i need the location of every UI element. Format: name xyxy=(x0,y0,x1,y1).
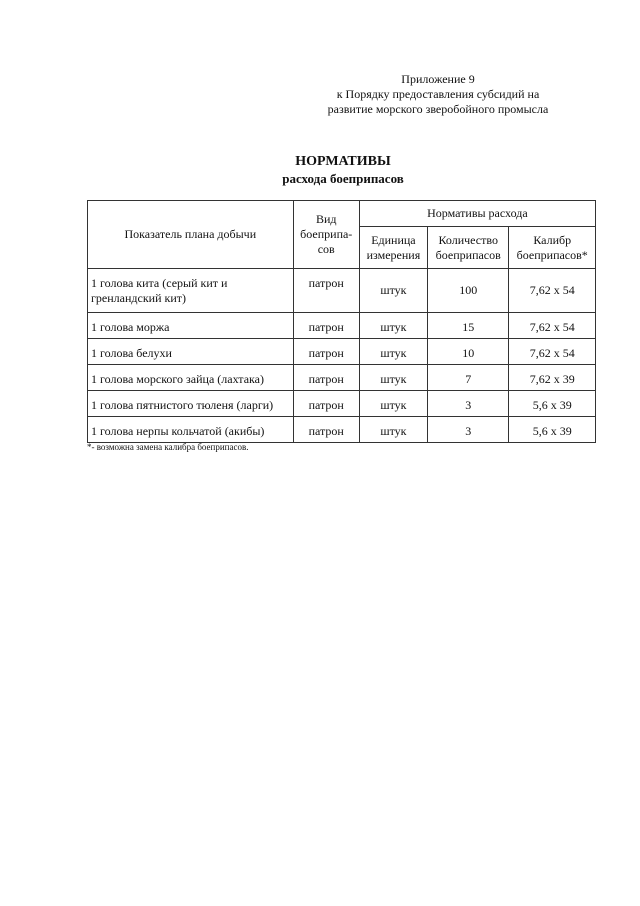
header-indicator: Показатель плана добычи xyxy=(88,201,294,269)
row-ammo-type: патрон xyxy=(293,339,359,365)
row-indicator: 1 голова моржа xyxy=(88,313,294,339)
title-subtitle: расхода боеприпасов xyxy=(282,171,404,186)
header-unit-line2: измерения xyxy=(366,247,421,262)
row-caliber: 7,62 х 39 xyxy=(509,365,596,391)
table-row xyxy=(88,313,596,339)
row-caliber: 5,6 х 39 xyxy=(509,391,596,417)
table-row xyxy=(88,365,596,391)
row-quantity: 7 xyxy=(428,365,509,391)
header-caliber-line2: боеприпасов* xyxy=(516,247,588,262)
row-indicator: 1 голова пятнистого тюленя (ларги) xyxy=(88,391,294,417)
row-quantity: 100 xyxy=(428,269,509,313)
header-unit xyxy=(359,227,427,269)
header-ammo-type-line3: сов xyxy=(317,242,335,256)
header-ammo-type-line2: боеприпа- xyxy=(300,227,353,241)
row-caliber: 7,62 х 54 xyxy=(509,339,596,365)
row-quantity: 3 xyxy=(428,391,509,417)
row-caliber: 7,62 х 54 xyxy=(509,313,596,339)
row-indicator-line2: гренландский кит) xyxy=(91,291,187,305)
row-quantity: 10 xyxy=(428,339,509,365)
header-ammo-type-line1: Вид xyxy=(315,212,337,226)
norms-table xyxy=(87,200,596,443)
table-header-row xyxy=(88,201,596,227)
header-caliber xyxy=(509,227,596,269)
header-quantity-line1: Количество xyxy=(438,232,498,247)
document-title xyxy=(0,153,640,187)
row-ammo-type: патрон xyxy=(293,269,359,313)
table-row xyxy=(88,339,596,365)
row-indicator: 1 голова морского зайца (лахтака) xyxy=(88,365,294,391)
row-ammo-type: патрон xyxy=(293,313,359,339)
row-unit: штук xyxy=(359,269,427,313)
row-ammo-type: патрон xyxy=(293,365,359,391)
header-ammo-type xyxy=(293,201,359,269)
table-row xyxy=(88,417,596,443)
row-ammo-type: патрон xyxy=(293,391,359,417)
header-quantity-line2: боеприпасов xyxy=(435,247,501,262)
header-norms: Нормативы расхода xyxy=(359,201,595,227)
appendix-subject: развитие морского зверобойного промысла xyxy=(327,102,549,116)
row-caliber: 7,62 х 54 xyxy=(509,269,596,313)
row-unit: штук xyxy=(359,339,427,365)
header-caliber-line1: Калибр xyxy=(533,232,572,247)
appendix-number: Приложение 9 xyxy=(401,72,475,86)
row-unit: штук xyxy=(359,313,427,339)
appendix-reference xyxy=(288,72,588,117)
header-unit-line1: Единица xyxy=(371,232,416,247)
row-indicator: 1 голова белухи xyxy=(88,339,294,365)
row-unit: штук xyxy=(359,365,427,391)
row-unit: штук xyxy=(359,391,427,417)
footnote: *- возможна замена калибра боеприпасов. xyxy=(87,442,249,452)
table-row xyxy=(88,269,596,313)
title-main: НОРМАТИВЫ xyxy=(295,154,391,169)
header-quantity xyxy=(428,227,509,269)
row-indicator-line1: 1 голова кита (серый кит и xyxy=(91,276,228,290)
row-ammo-type: патрон xyxy=(293,417,359,443)
row-quantity: 15 xyxy=(428,313,509,339)
appendix-to-order: к Порядку предоставления субсидий на xyxy=(336,87,540,101)
row-quantity: 3 xyxy=(428,417,509,443)
row-caliber: 5,6 х 39 xyxy=(509,417,596,443)
row-indicator xyxy=(88,269,294,313)
table-row xyxy=(88,391,596,417)
row-unit: штук xyxy=(359,417,427,443)
row-indicator: 1 голова нерпы кольчатой (акибы) xyxy=(88,417,294,443)
